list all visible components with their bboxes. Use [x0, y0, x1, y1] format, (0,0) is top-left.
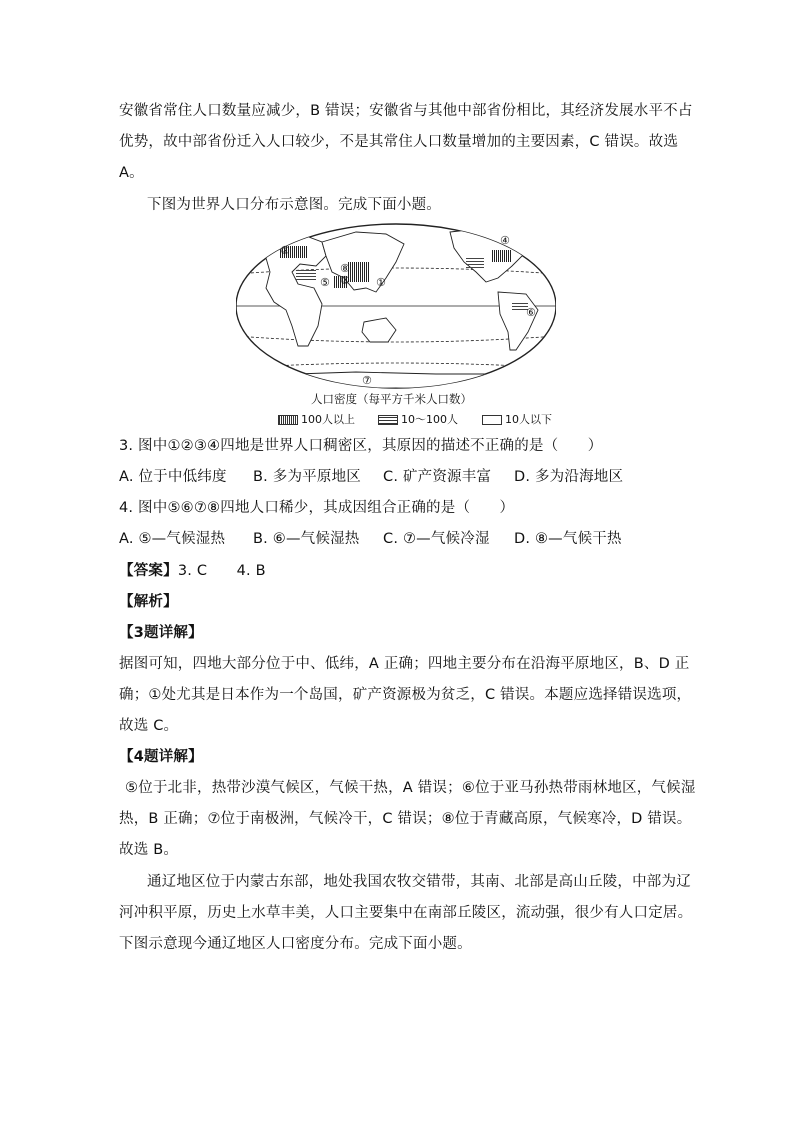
paragraph-line: 下图示意现今通辽地区人口密度分布。完成下面小题。 [119, 936, 472, 952]
marker-5: ⑤ [320, 276, 330, 289]
analysis-label: 【解析】 [119, 594, 178, 610]
legend-label: 10人以下 [505, 413, 552, 426]
paragraph-line: 故选 C。 [119, 718, 179, 734]
marker-8: ⑧ [340, 262, 350, 275]
answer-line [119, 561, 266, 581]
map-caption: 人口密度（每平方千米人口数） [311, 392, 472, 406]
answer-value: 3. C 4. B [177, 563, 266, 579]
paragraph-line: 通辽地区位于内蒙古东部，地处我国农牧交错带，其南、北部是高山丘陵，中部为辽 [147, 874, 691, 890]
marker-1: ① [376, 276, 386, 289]
paragraph-line: 热，B 正确；⑦位于南极洲，气候冷干，C 错误；⑧位于青藏高原，气候寒冷，D 错误。 [119, 811, 692, 827]
q4-detail-label: 【4题详解】 [119, 749, 203, 765]
paragraph-line: 据图可知，四地大部分位于中、低纬，A 正确；四地主要分布在沿海平原地区，B、D 正 [119, 656, 690, 672]
paragraph-line: 河冲积平原，历史上水草丰美，人口主要集中在南部丘陵区，流动强，很少有人口定居。 [119, 905, 693, 921]
marker-6: ⑥ [526, 306, 536, 319]
q3-option-d: D. 多为沿海地区 [514, 469, 624, 485]
paragraph-line: A。 [119, 165, 144, 181]
paragraph-line: 故选 B。 [119, 842, 179, 858]
legend-item-mid [378, 411, 458, 427]
dense-na-east [492, 250, 512, 262]
marker-7: ⑦ [362, 374, 372, 387]
dense-east-asia [348, 262, 370, 282]
question-4-stem: 4. 图中⑤⑥⑦⑧四地人口稀少，其成因组合正确的是（ ） [119, 500, 515, 516]
q3-option-b: B. 多为平原地区 [253, 469, 361, 485]
legend-item-low [482, 411, 552, 427]
legend-item-dense [278, 411, 355, 427]
paragraph-line: 安徽省常住人口数量应减少，B 错误；安徽省与其他中部省份相比，其经济发展水平不占 [119, 103, 693, 119]
paragraph-line: ⑤位于北非，热带沙漠气候区，气候干热，A 错误；⑥位于亚马孙热带雨林地区，气候湿 [125, 780, 696, 796]
marker-4: ④ [500, 234, 510, 247]
answer-label: 【答案】 [119, 563, 178, 579]
q4-option-a: A. ⑤—气候湿热 [119, 531, 226, 547]
q4-option-c: C. ⑦—气候冷湿 [383, 531, 490, 547]
mid-region [296, 270, 316, 280]
paragraph-line: 优势，故中部省份迁入人口较少，不是其常住人口数量增加的主要因素，C 错误。故选 [119, 134, 679, 150]
question-3-stem: 3. 图中①②③④四地是世界人口稠密区，其原因的描述不正确的是（ ） [119, 438, 603, 454]
continent-antarctica [256, 372, 546, 388]
mid-region [466, 258, 484, 268]
legend-swatch-low [482, 415, 502, 425]
q3-detail-label: 【3题详解】 [119, 625, 203, 641]
q4-option-b: B. ⑥—气候湿热 [253, 531, 360, 547]
legend-swatch-dense [278, 415, 298, 425]
legend-label: 10～100人 [401, 413, 458, 426]
legend-label: 100人以上 [301, 413, 355, 426]
map-legend [250, 409, 550, 427]
marker-2: ② [280, 244, 290, 257]
marker-3: ③ [340, 274, 350, 287]
q3-option-a: A. 位于中低纬度 [119, 469, 227, 485]
q3-option-c: C. 矿产资源丰富 [383, 469, 492, 485]
question-intro: 下图为世界人口分布示意图。完成下面小题。 [147, 197, 441, 213]
q4-option-d: D. ⑧—气候干热 [514, 531, 622, 547]
legend-swatch-mid [378, 415, 398, 425]
paragraph-line: 确；①处尤其是日本作为一个岛国，矿产资源极为贫乏，C 错误。本题应选择错误选项， [119, 687, 692, 703]
